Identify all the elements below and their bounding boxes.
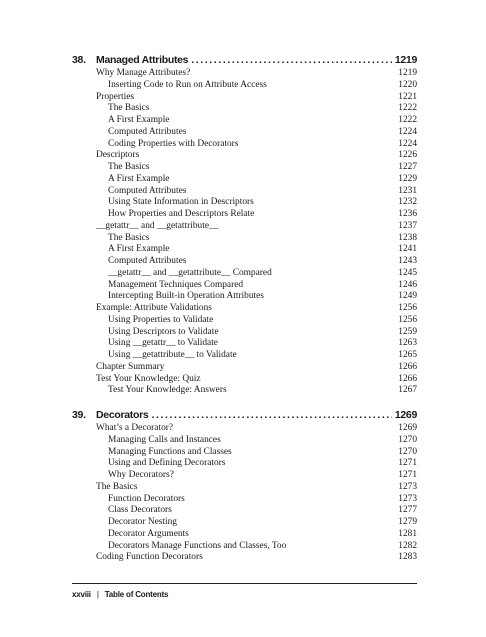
toc-entry-page: 1222 xyxy=(398,103,417,114)
toc-entry-page: 1266 xyxy=(398,361,417,372)
toc-entry-label: Intercepting Built-in Operation Attributes xyxy=(108,291,264,302)
toc-entry-label: The Basics xyxy=(96,481,138,492)
chapter-heading xyxy=(72,53,417,67)
toc-entry-label: What’s a Decorator? xyxy=(96,423,174,433)
chapter-title: Managed Attributes xyxy=(96,54,189,66)
toc-entry-label: Function Decorators xyxy=(108,493,185,504)
toc-entry-page: 1229 xyxy=(398,173,417,184)
chapter-page: 1269 xyxy=(394,409,417,421)
toc-entry-label: A First Example xyxy=(108,115,170,125)
toc-entry-label: A First Example xyxy=(108,244,170,255)
toc-entry-page: 1243 xyxy=(398,256,417,266)
toc-entry-page: 1222 xyxy=(398,115,417,125)
toc-entry-label: Management Techniques Compared xyxy=(108,279,244,290)
toc-entry-page: 1219 xyxy=(398,68,417,78)
chapter-heading xyxy=(72,408,417,422)
toc-entry-page: 1238 xyxy=(398,232,417,243)
toc-entry-label: Properties xyxy=(96,91,135,102)
toc-entry-page: 1231 xyxy=(398,185,417,196)
toc-entry-page: 1232 xyxy=(398,197,417,208)
toc-entry-page: 1246 xyxy=(398,279,417,290)
toc-entry-page: 1220 xyxy=(398,79,417,90)
toc-entry-page: 1266 xyxy=(398,373,417,384)
toc-entry-page: 1226 xyxy=(398,150,417,161)
toc-entry-page: 1265 xyxy=(398,350,417,360)
toc-entry-page: 1227 xyxy=(398,162,417,172)
toc-entry-label: Example: Attribute Validations xyxy=(96,303,212,313)
toc-entry-label: Decorator Arguments xyxy=(108,528,189,539)
toc-entry-label: Decorators Manage Functions and Classes, Too xyxy=(108,540,287,551)
toc-entry-label: The Basics xyxy=(108,103,150,114)
toc-entry-label: Using __getattr__ to Validate xyxy=(108,338,218,349)
toc-entry-label: Using State Information in Descriptors xyxy=(108,197,254,208)
chapter-number: 39. xyxy=(72,409,86,421)
toc-entry-page: 1221 xyxy=(398,91,417,102)
toc-entry-label: Decorator Nesting xyxy=(108,517,177,527)
toc-entry-label: Using and Defining Decorators xyxy=(108,458,226,469)
toc-entry-page: 1279 xyxy=(398,517,417,527)
toc-entry-page: 1281 xyxy=(398,528,417,539)
toc-entry-page: 1271 xyxy=(398,470,417,480)
toc-entry-label: __getattr__ and __getattribute__ Compared xyxy=(108,267,272,278)
chapter-title: Decorators xyxy=(96,409,149,421)
toc-entry-label: A First Example xyxy=(108,173,170,184)
footer-rule xyxy=(72,583,417,584)
toc-entry-label: Computed Attributes xyxy=(108,185,187,196)
toc-entry-label: Test Your Knowledge: Answers xyxy=(108,385,227,396)
page-footer xyxy=(72,589,168,601)
toc-entry-label: Descriptors xyxy=(96,150,140,161)
toc-entry-page: 1283 xyxy=(398,552,417,563)
toc-entry-label: Coding Function Decorators xyxy=(96,552,203,563)
toc-entry-label: The Basics xyxy=(108,162,150,172)
toc-entry-page: 1224 xyxy=(398,138,417,149)
footer-page-number: xxviii xyxy=(72,590,91,599)
toc-entry-label: Why Decorators? xyxy=(108,470,174,480)
toc-entry-page: 1282 xyxy=(398,540,417,551)
dot-leader xyxy=(191,53,392,67)
footer-separator: | xyxy=(96,590,99,599)
toc-entry-label: Chapter Summary xyxy=(96,361,165,372)
toc-entry-label: Using __getattribute__ to Validate xyxy=(108,350,237,360)
toc-entry-label: Computed Attributes xyxy=(108,256,187,266)
toc-entry-label: Using Descriptors to Validate xyxy=(108,326,219,337)
dot-leader xyxy=(151,408,391,422)
toc-entry-label: Test Your Knowledge: Quiz xyxy=(96,373,201,384)
toc-entry-page: 1259 xyxy=(398,326,417,337)
toc-entry-label: The Basics xyxy=(108,232,150,243)
toc-entry-page: 1224 xyxy=(398,126,417,137)
toc-entry-page: 1256 xyxy=(398,314,417,325)
toc-entry-label: How Properties and Descriptors Relate xyxy=(108,209,255,219)
toc-entry-page: 1269 xyxy=(398,423,417,433)
toc-entry-page: 1263 xyxy=(398,338,417,349)
toc-entry-label: Computed Attributes xyxy=(108,126,187,137)
toc-entry-label: Using Properties to Validate xyxy=(108,314,214,325)
toc-entry-page: 1256 xyxy=(398,303,417,313)
toc-entry-page: 1270 xyxy=(398,446,417,457)
toc-entry-page: 1267 xyxy=(398,385,417,396)
toc-entry-label: Why Manage Attributes? xyxy=(96,68,191,78)
toc-entry-label: Inserting Code to Run on Attribute Access xyxy=(108,79,267,90)
toc-entry-page: 1270 xyxy=(398,434,417,445)
toc-entry-page: 1249 xyxy=(398,291,417,302)
chapter-number: 38. xyxy=(72,54,86,66)
toc-entry-page: 1273 xyxy=(398,481,417,492)
chapter-page: 1219 xyxy=(394,54,417,66)
toc-entry-page: 1271 xyxy=(398,458,417,469)
toc-entry-page: 1241 xyxy=(398,244,417,255)
toc-entry-page: 1237 xyxy=(398,220,417,231)
toc-entry-label: Coding Properties with Decorators xyxy=(108,138,239,149)
toc-entry-page: 1245 xyxy=(398,267,417,278)
toc-entry-label: Managing Calls and Instances xyxy=(108,434,221,445)
toc-entry-page: 1273 xyxy=(398,493,417,504)
toc-entry-label: __getattr__ and __getattribute__ xyxy=(96,220,219,231)
toc-entry-label: Class Decorators xyxy=(108,505,172,516)
footer-section: Table of Contents xyxy=(104,590,169,599)
toc-entry-page: 1277 xyxy=(398,505,417,516)
toc-entry-page: 1236 xyxy=(398,209,417,219)
toc-entry-label: Managing Functions and Classes xyxy=(108,446,232,457)
